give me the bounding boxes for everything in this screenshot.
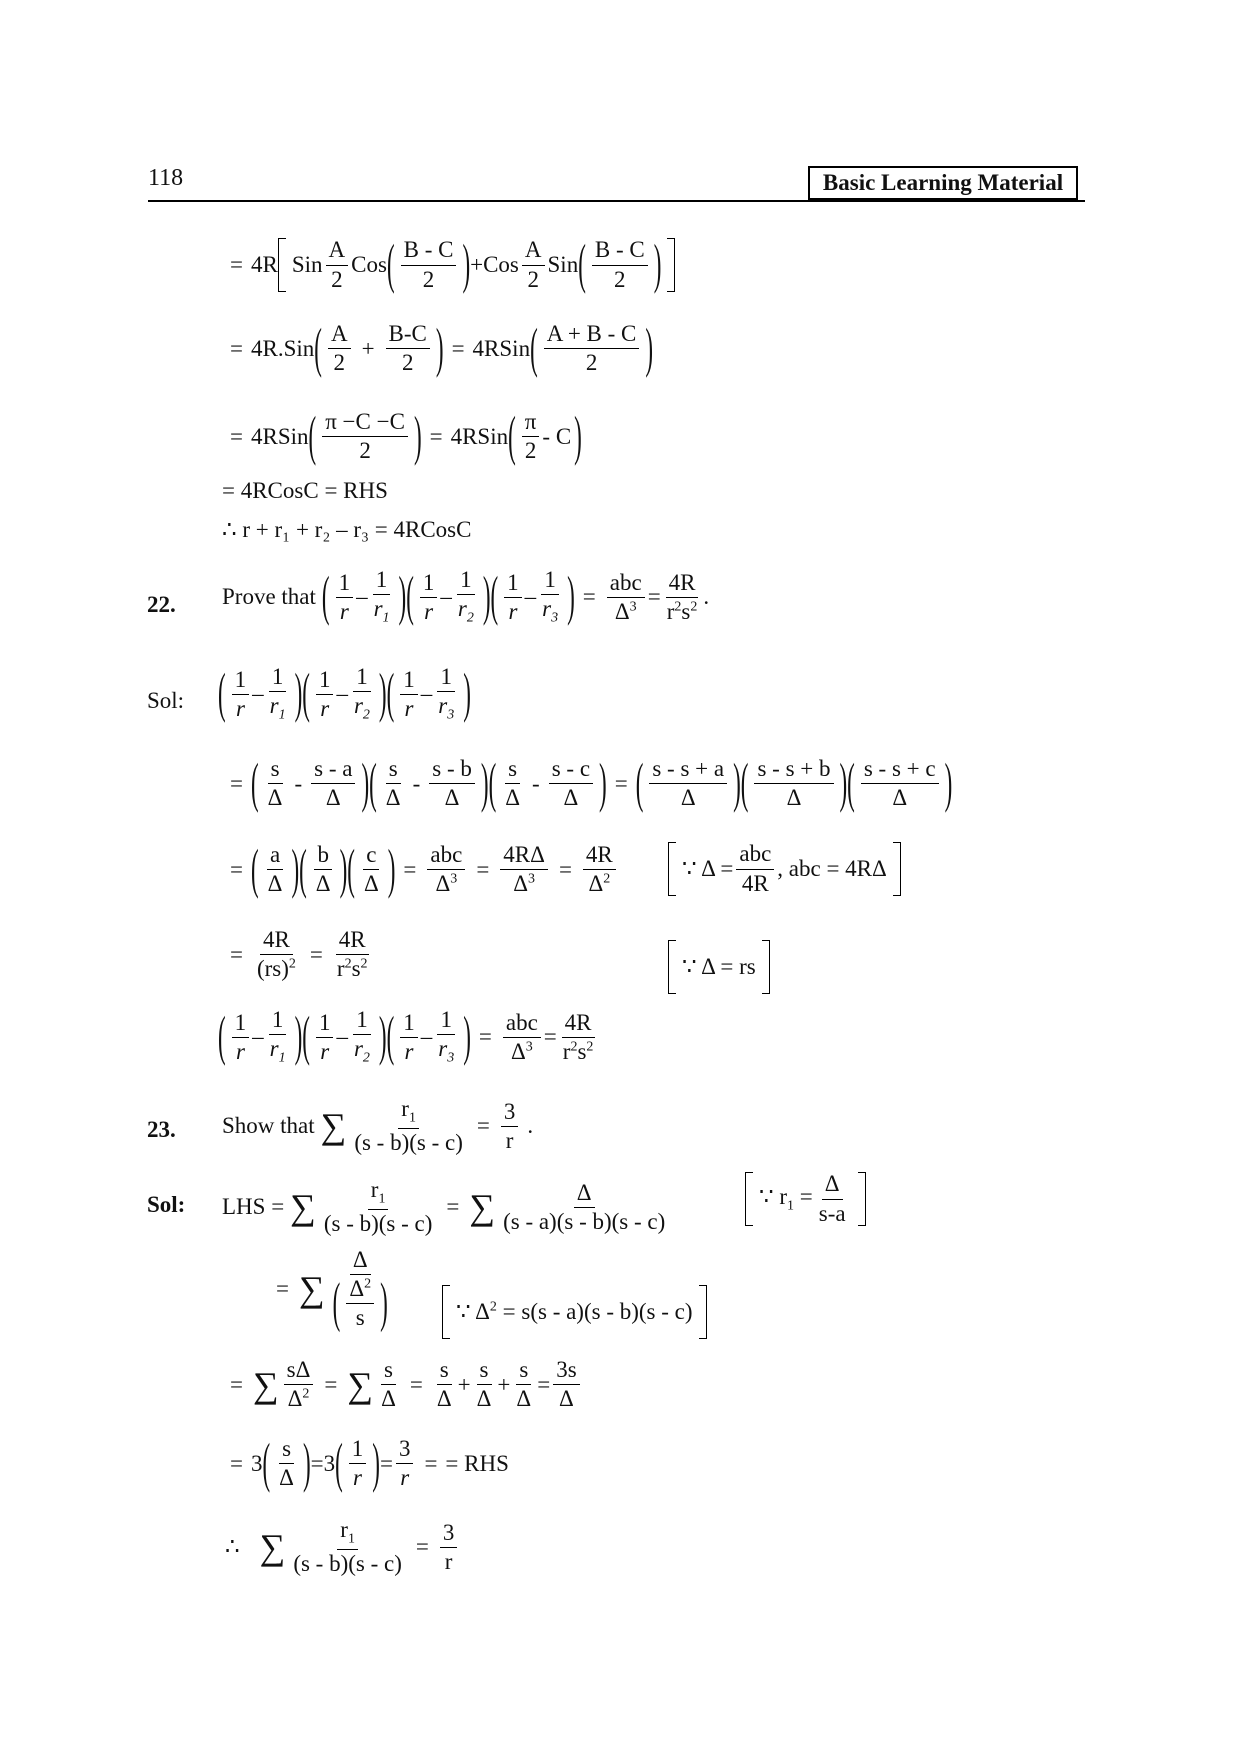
sol22-step1: = ( s Δ - s - a Δ ) ( s Δ - s - b Δ ) ( s Δ - s - c Δ ) = ( s - s + a Δ ) ( s - s + b Δ ) ( s - s + c Δ ) — [222, 757, 952, 810]
header-rule — [148, 200, 1085, 202]
solution-label-23: Sol: — [147, 1192, 186, 1217]
question-number-22: 22. — [147, 592, 176, 617]
step-sum-angle: = 4R.Sin ( A 2 + $\frac{B-C}{2}$ ) = 4RSin ( A + B - C 2 ) — [222, 322, 653, 375]
sol22-conclusion: ( 1 r – 1 $r_1$ ) ( 1 r – 1 $r_2$ ) ( 1 r – 1 $r_3$ ) = abc $\Delta^3$ = $\frac{4R}{r^2s^2}$ — [218, 1008, 599, 1066]
sol22-lhs: ( 1 r – 1 $r_1$ ) ( 1 r – 1 $r_2$ ) ( 1 r – 1 $r_3$ ) — [218, 665, 471, 723]
conclusion-21: ∴ r + r₁ + r₂ – r₃ = 4RCosC — [222, 517, 472, 542]
question-23-statement: Show that ∑ $\frac{r_1}{(s - b)(s - c)}$ = $\frac{3}{r}$ . — [222, 1096, 534, 1156]
rhs-text: = RHS — [445, 1450, 509, 1476]
page-number: 118 — [148, 165, 184, 191]
lhs-label: LHS = — [222, 1194, 285, 1220]
question-number-23: 23. — [147, 1117, 176, 1142]
header-title: Basic Learning Material — [808, 166, 1078, 200]
sol22-step2: = ( a Δ ) ( b Δ ) ( c Δ ) = abc $\Delta^3$ = $\frac{4R\Delta}{\Delta^3}$ = $\frac{4R}{\Delta^2}$ — [222, 843, 619, 896]
sol23-note1: ∵ $r_1$ = $\frac{\Delta}{s-a}$ — [745, 1172, 866, 1226]
sol23-step4: = 3 ( s Δ ) = 3 ( 1 r ) = $\frac{3}{r}$ = = RHS — [222, 1437, 509, 1490]
sol22-note2: ∵ Δ = rs — [668, 940, 770, 994]
step-rhs: = 4RCosC = RHS — [222, 478, 388, 503]
sol22-note1: ∵ Δ = abc 4R , abc = 4RΔ — [668, 842, 901, 896]
therefore-symbol: ∴ — [225, 1534, 240, 1560]
question-23-prompt: Show that — [222, 1113, 315, 1139]
sol22-step3: = $\frac{4R}{(rs)^2}$ = $\frac{4R}{r^2s^2}$ — [230, 927, 368, 982]
question-22-statement: Prove that ( 1 r – 1 $r_1$ ) ( 1 r – 1 $r_2$ ) ( 1 r – 1 $r_3$ ) = abc $\Delta^3$ = $\frac{4R}{r^2s^2}$ . — [222, 568, 709, 626]
sol23-step1: LHS = ∑ $\frac{r_1}{(s - b)(s - c)}$ = ∑ Δ (s - a)(s - b)(s - c) — [222, 1177, 666, 1237]
question-22-prompt: Prove that — [222, 584, 316, 610]
solution-label-22: Sol: — [147, 688, 185, 713]
sol23-step2: = ∑ Δ ( $\Delta^2$ s ) — [268, 1248, 394, 1330]
sol23-step3: = ∑ $\frac{s\Delta}{\Delta^2}$ = ∑ $\frac{s}{\Delta}$ = $\frac{s}{\Delta}$ + s Δ + $\frac{s}{\Delta}$ = $\frac{3s}{\Delta}$ — [222, 1358, 583, 1411]
step-expand-sin-cos: = 4R Sin A 2 Cos ( B - C 2 ) +Cos A 2 Sin ( B - C 2 ) — [222, 238, 675, 292]
sol23-note2: ∵ $\Delta^2 = s(s - a)(s - b)(s - c)$ — [442, 1285, 707, 1339]
step-pi-substitution: = 4RSin ( π −C −C 2 ) = 4RSin ( π 2 - C ) — [222, 410, 582, 463]
sol23-conclusion: ∴ ∑ $\frac{r_1}{(s - b)(s - c)}$ = $\frac{3}{r}$ — [225, 1518, 460, 1576]
